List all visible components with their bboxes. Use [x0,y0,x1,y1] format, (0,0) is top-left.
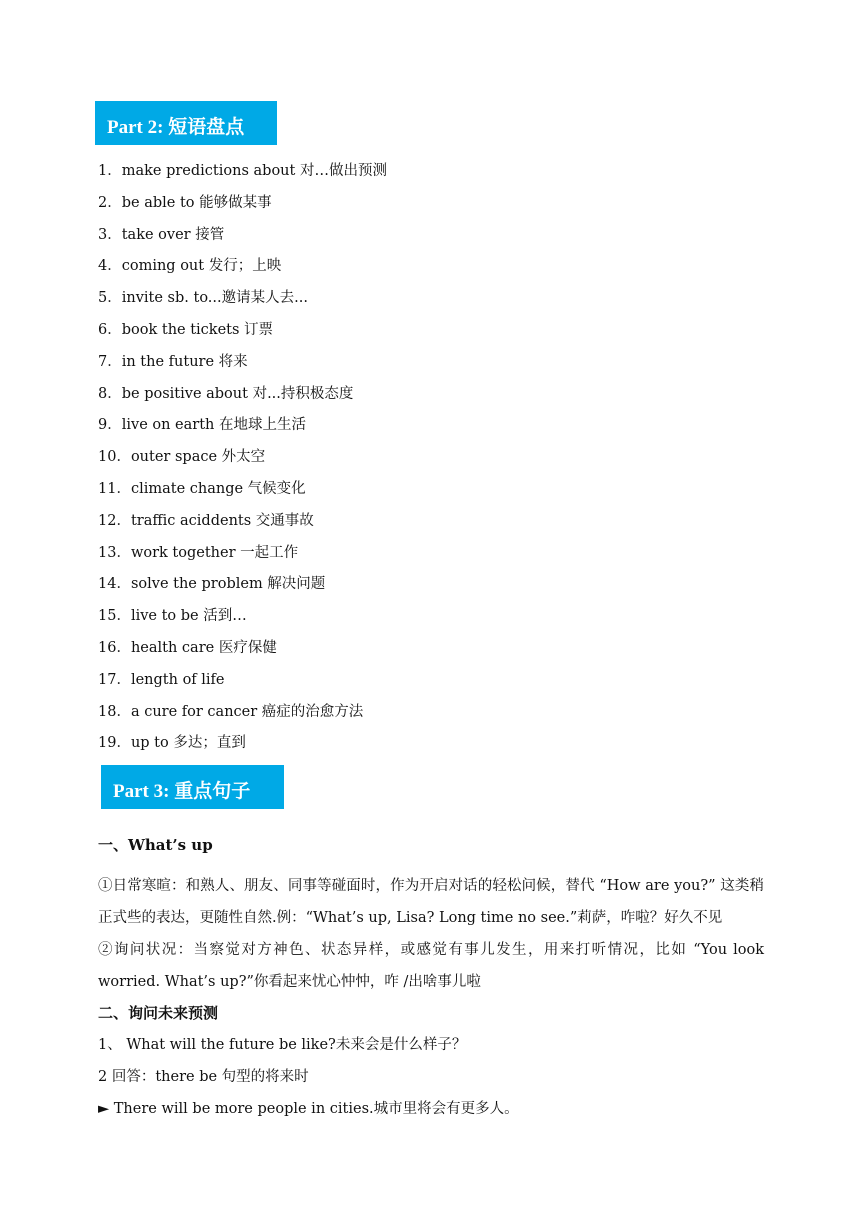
section2-line-question: 1、 What will the future be like?未来会是什么样子？ [98,1037,467,1053]
phrase-item: 4．coming out 发行；上映 [98,258,282,275]
phrase-item: 14．solve the problem 解决问题 [98,576,326,593]
section1-heading: 一、What’s up [98,836,213,854]
section1-body [98,870,764,998]
part3-banner [101,765,284,809]
part3-title: Part 3: 重点句子 [113,780,251,802]
part2-title: Part 2: 短语盘点 [107,116,245,138]
section2 [98,997,764,1125]
section2-line-example: ► There will be more people in cities.城市里将会有更多人。 [98,1101,519,1117]
phrase-item: 17．length of life [98,671,225,688]
phrase-item: 2．be able to 能够做某事 [98,194,272,211]
phrase-item: 19．up to 多达；直到 [98,735,246,752]
phrase-item: 3．take over 接管 [98,226,225,243]
phrase-list [98,156,387,760]
phrase-item: 7．in the future 将来 [98,353,248,370]
phrase-item: 9．live on earth 在地球上生活 [98,417,306,434]
part2-banner [95,101,277,145]
section1 [98,829,764,861]
section1-paragraph-greeting: ①日常寒暄：和熟人、朋友、同事等碰面时，作为开启对话的轻松问候，替代 “How are you?” 这类稍正式些的表达，更随性自然.例：“What’s up, Lisa? Long time no see.”莉萨，咋啦？好久不见 [98,878,764,926]
phrase-item: 16．health care 医疗保健 [98,639,277,656]
section2-line-answer: 2 回答：there be 句型的将来时 [98,1069,309,1085]
phrase-item: 12．traffic aciddents 交通事故 [98,512,314,529]
phrase-item: 18．a cure for cancer 癌症的治愈方法 [98,703,364,720]
phrase-item: 11．climate change 气候变化 [98,480,306,497]
phrase-item: 6．book the tickets 订票 [98,321,274,338]
phrase-item: 10．outer space 外太空 [98,449,266,466]
phrase-item: 5．invite sb. to...邀请某人去... [98,290,308,307]
section2-heading: 二、询问未来预测 [98,1004,219,1022]
section1-paragraph-inquiry: ②询问状况：当察觉对方神色、状态异样，或感觉有事儿发生，用来打听情况，比如 “You look worried. What’s up?”你看起来忧心忡忡，咋 /出啥事儿啦 [98,942,764,990]
phrase-item: 15．live to be 活到… [98,608,247,625]
phrase-item: 8．be positive about 对...持积极态度 [98,385,354,402]
phrase-item: 1．make predictions about 对…做出预测 [98,163,387,179]
phrase-item: 13．work together 一起工作 [98,544,299,561]
